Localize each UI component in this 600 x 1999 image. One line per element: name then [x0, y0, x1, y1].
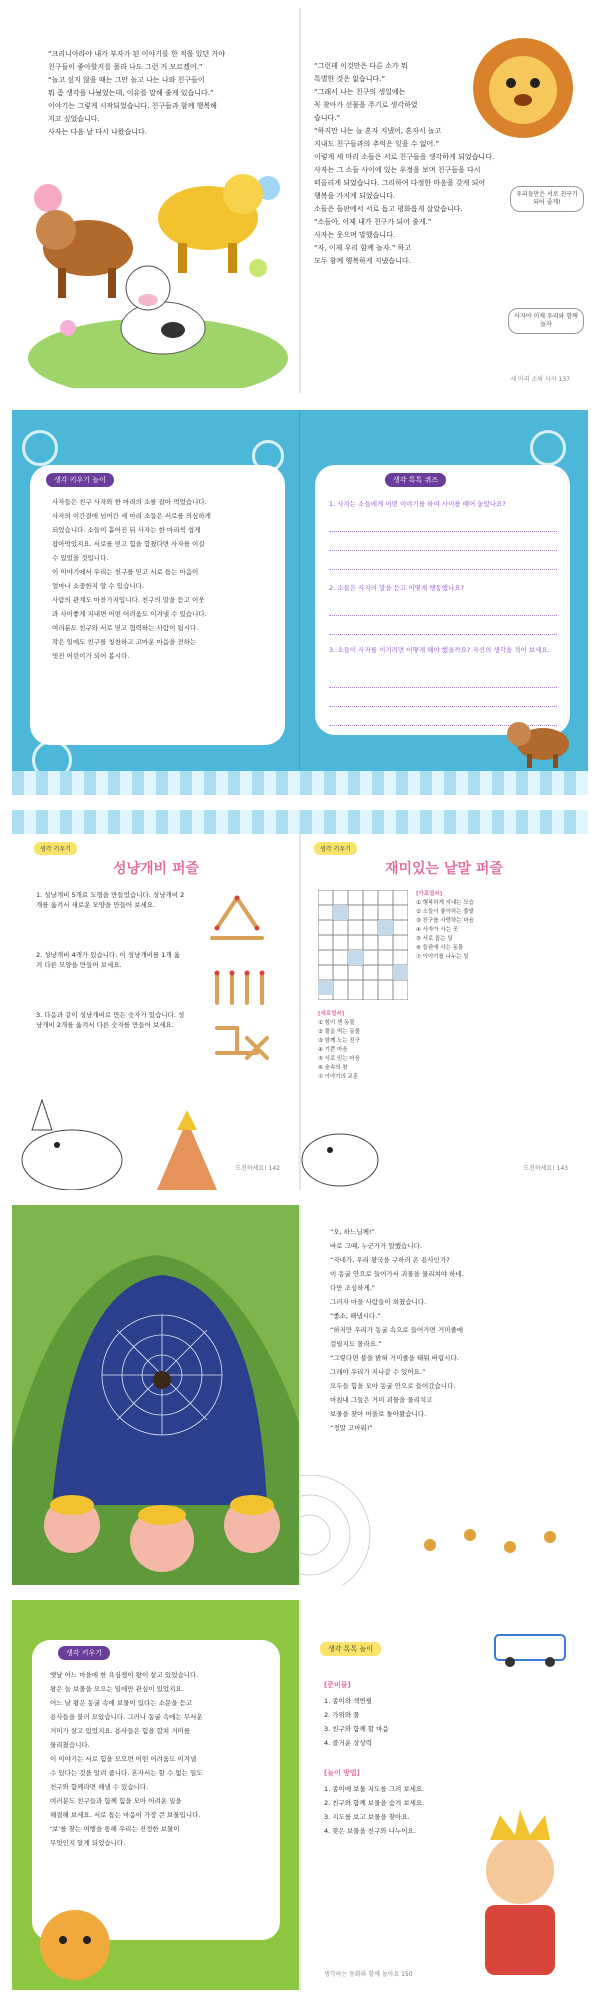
spread2-left-page [12, 410, 300, 795]
speech-bubble-2: 사자야 이제 우리와 함께 놀자 [508, 308, 584, 334]
section-badge: 생각 키우기 [58, 1646, 110, 1660]
ants-illustration [410, 1505, 580, 1575]
answer-line [329, 536, 557, 551]
answer-line [329, 620, 557, 635]
lion-illustration [468, 28, 578, 148]
section-badge: 생각 키우기 놀이 [46, 473, 114, 487]
bus-illustration [490, 1630, 570, 1670]
group-list-1: 1. 종이와 색연필 2. 가위와 풀 3. 친구와 함께 할 마음 4. 즐거운 상상력 [324, 1697, 389, 1747]
crossword-grid [318, 890, 408, 1000]
spread1-left-text: “크리니아라야 내가 부자가 된 이야기를 한 적을 있던 거야 친구들이 좋아할지를 몰라 나도 그런 거 모르겠어.” “놀고 싶지 않을 때는 그만 놀고 나는 나와 친구들이 뭐 좀 생각을 나눴었는데, 이유를 말해 줄게 있습니다.” 이야기는 그렇게 시작되었습니다. 친구들과 함께 행복해 지고 싶었습니다. 사자는 다음 날 다시 나왔습니다. [48, 50, 225, 136]
left-paper [32, 1640, 280, 1940]
spread5-left-page [12, 1600, 300, 1990]
page-footer: 도전하세요! 143 [523, 1165, 568, 1172]
spread-5 [12, 1600, 588, 1990]
volcano-illustration [152, 1110, 222, 1190]
answer-line [329, 601, 557, 616]
answer-lines [329, 597, 557, 639]
swirl-decoration [22, 430, 58, 466]
answer-line [329, 692, 557, 707]
section-badge: 생각 톡톡 놀이 [320, 1642, 381, 1656]
spread-1 [12, 8, 588, 393]
quiz-question-3: 3. 소들이 사자를 이기려면 어떻게 해야 했을까요? 자신의 생각을 적어 보세요. [329, 646, 550, 654]
spread5-right-page [300, 1600, 588, 1990]
across-clues: [가로열쇠] ① 행복하게 지내는 모습 ② 소들이 좋아하는 풀밭 ③ 친구를 사랑하는 마음 ④ 사자가 사는 곳 ⑤ 서로 돕는 일 ⑥ 들판에 사는 동물 ⑦ 이야기를 나누는 일 [416, 891, 474, 960]
spread1-right-text: “그런데 이것만은 다른 소가 뭐 특별한 것은 없습니다.” “그래서 나는 친구의 생일에는 꼭 찾아가 선물을 주기로 생각하였 습니다.” “하지만 나는 늘 혼자 지냈어, 혼자서 놀고 지내도 친구들과의 추억은 잊을 수 없어.” 이렇게 세 마리 소들은 서로 친구들을 생각하게 되었습니다. 사자는 그 소들 사이에 있는 우정을 보며 친구들을 다시 떠올리게 되었습니다. 그리하여 다정한 마음을 갖게 되어 행복을 가지게 되었습니다. 소들은 들판에서 서로 돕고 평화롭게 살았습니다. “소들아, 이제 내가 친구가 되어 줄게.” 사자는 웃으며 말했습니다. “자, 이제 우리 함께 놀자.” 하고 모두 함께 행복하게 지냈습니다. [314, 62, 495, 265]
group-title-2: [놀이 방법] [324, 1769, 360, 1777]
right-paper [315, 465, 570, 735]
cow-illustration [505, 710, 575, 770]
section-badge: 생각 톡톡 퀴즈 [385, 473, 446, 487]
puzzle-2: 2. 성냥개비 4개가 있습니다. 이 성냥개비를 1개 옮겨 다른 모양을 만들어 보세요. [36, 951, 181, 969]
answer-lines [329, 513, 557, 574]
spread3-right-page [300, 810, 588, 1190]
answer-line [329, 517, 557, 532]
spread1-left-page [12, 8, 300, 393]
group-title-1: [준비물] [324, 1681, 351, 1689]
spread5-left-text: 옛날 어느 마을에 한 욕심쟁이 왕이 살고 있었습니다. 왕은 늘 보물을 모으는 일에만 관심이 있었지요. 어느 날 왕은 동굴 속에 보물이 있다는 소문을 듣고 용사들을 불러 모았습니다. 그러나 동굴 속에는 무서운 거미가 살고 있었지요. 용사들은 힘을 합쳐 거미를 물리쳤습니다. 이 이야기는 서로 힘을 모으면 어떤 어려움도 이겨낼 수 있다는 것을 알려 줍니다. 혼자서는 할 수 없는 일도 친구와 함께라면 해낼 수 있습니다. 여러분도 친구들과 함께 힘을 모아 어려운 일을 해결해 보세요. 서로 돕는 마음이 가장 큰 보물입니다. ‘보’를 찾는 여행을 통해 우리는 진정한 보물이 무엇인지 알게 되었습니다. [50, 1671, 203, 1847]
swirl-decoration [530, 430, 566, 466]
spread4-left-page [12, 1205, 300, 1585]
spread-4 [12, 1205, 588, 1585]
spread2-left-text: 사자들은 친구 사자와 한 마리의 소를 잡아 먹었습니다. 사자의 이간질에 넘어간 세 마리 소들은 서로를 의심하게 되었습니다. 소들이 흩어진 뒤 사자는 한 마리씩 쉽게 잡아먹었지요. 서로를 믿고 힘을 합쳤다면 사자를 이길 수 있었을 것입니다. 이 이야기에서 우리는 친구를 믿고 서로 돕는 마음이 얼마나 소중한지 알 수 있습니다. 사람의 관계도 마찬가지입니다. 친구의 말을 듣고 이웃 과 사이좋게 지내면 어떤 어려움도 이겨낼 수 있습니다. 여러분도 친구와 서로 믿고 협력하는 사람이 됩시다. 작은 일에도 친구를 칭찬하고 고마운 마음을 전하는 멋진 어린이가 되어 봅시다. [52, 498, 211, 660]
quiz-question-1: 1. 사자는 소들에게 어떤 이야기를 하여 사이를 떼어 놓았나요? [329, 500, 506, 508]
wave-border [300, 810, 588, 834]
page-footer: 도전하세요! 142 [235, 1165, 280, 1172]
puzzle-3: 3. 다음과 같이 성냥개비로 만든 숫자가 있습니다. 성냥개비 2개를 옮겨서 다른 숫자를 만들어 보세요. [36, 1011, 185, 1029]
wave-border [12, 810, 300, 834]
word-puzzle-title: 재미있는 낱말 퍼즐 [385, 861, 503, 877]
section-badge: 생각 키우기 [314, 842, 357, 855]
spread-3 [12, 810, 588, 1190]
section-badge: 생각 키우기 [34, 842, 77, 855]
spread-2 [12, 410, 588, 795]
page-footer: 생각하는 동화와 함께 놀아요 150 [324, 1971, 413, 1978]
page-footer: 세 마리 소와 사자 137 [510, 376, 570, 383]
spread1-right-page [300, 8, 588, 393]
down-clues: [세로열쇠] ① 힘이 센 동물 ② 풀을 먹는 동물 ③ 함께 노는 친구 ④ 기쁜 마음 ⑤ 서로 믿는 마음 ⑥ 숲속의 왕 ⑦ 이야기의 교훈 [318, 1011, 361, 1080]
speech-bubble-1: 우리들만은 서로 친구가 되어 줄게! [510, 186, 584, 212]
spread4-right-text: “오, 하느님께!” 바로 그때, 누군가가 말했습니다. “자네가, 우리 왕국을 구하러 온 용사인가? 이 동굴 안으로 들어가서 괴물을 물리쳐야 하네. 다만 조심하게.” 그러자 마을 사람들이 외쳤습니다. “좋소, 해냅시다.” “하지만 우리가 동굴 속으로 들어가면 거미줄에 걸릴지도 몰라요.” “그렇다면 불을 밝혀 거미줄을 태워 버립시다. 그래야 우리가 지나갈 수 있어요.” 모두들 힘을 모아 동굴 안으로 들어갔습니다. 마침내 그들은 거미 괴물을 물리치고 보물을 찾아 마을로 돌아왔습니다. “정말 고마워!” [330, 1228, 464, 1432]
tiger-illustration [30, 1900, 120, 1990]
puzzle-1: 1. 성냥개비 5개로 도형을 만들었습니다. 성냥개비 2개를 옮겨서 새로운 모양을 만들어 보세요. [36, 891, 185, 909]
cave-illustration [12, 1205, 300, 1585]
spread3-left-page [12, 810, 300, 1190]
answer-line [329, 555, 557, 570]
puzzle-title: 성냥개비 퍼즐 [112, 861, 200, 877]
left-paper [30, 465, 285, 745]
quiz-question-2: 2. 소들은 사자의 말을 듣고 어떻게 행동했나요? [329, 584, 465, 592]
cows-illustration [28, 158, 288, 388]
horse-illustration [12, 1090, 132, 1190]
spread2-right-page [300, 410, 588, 795]
spread4-right-page [300, 1205, 588, 1585]
answer-line [329, 673, 557, 688]
horse-illustration [300, 1100, 390, 1190]
spider-web-decoration [300, 1475, 390, 1585]
group-list-2: 1. 종이에 보물 지도를 그려 보세요. 2. 친구와 함께 보물을 숨겨 보세요. 3. 지도를 보고 보물을 찾아요. 4. 찾은 보물을 친구와 나누어요. [324, 1785, 425, 1835]
matchstick-diagrams [197, 888, 287, 1078]
wave-border [12, 771, 588, 795]
king-illustration [460, 1810, 580, 1980]
